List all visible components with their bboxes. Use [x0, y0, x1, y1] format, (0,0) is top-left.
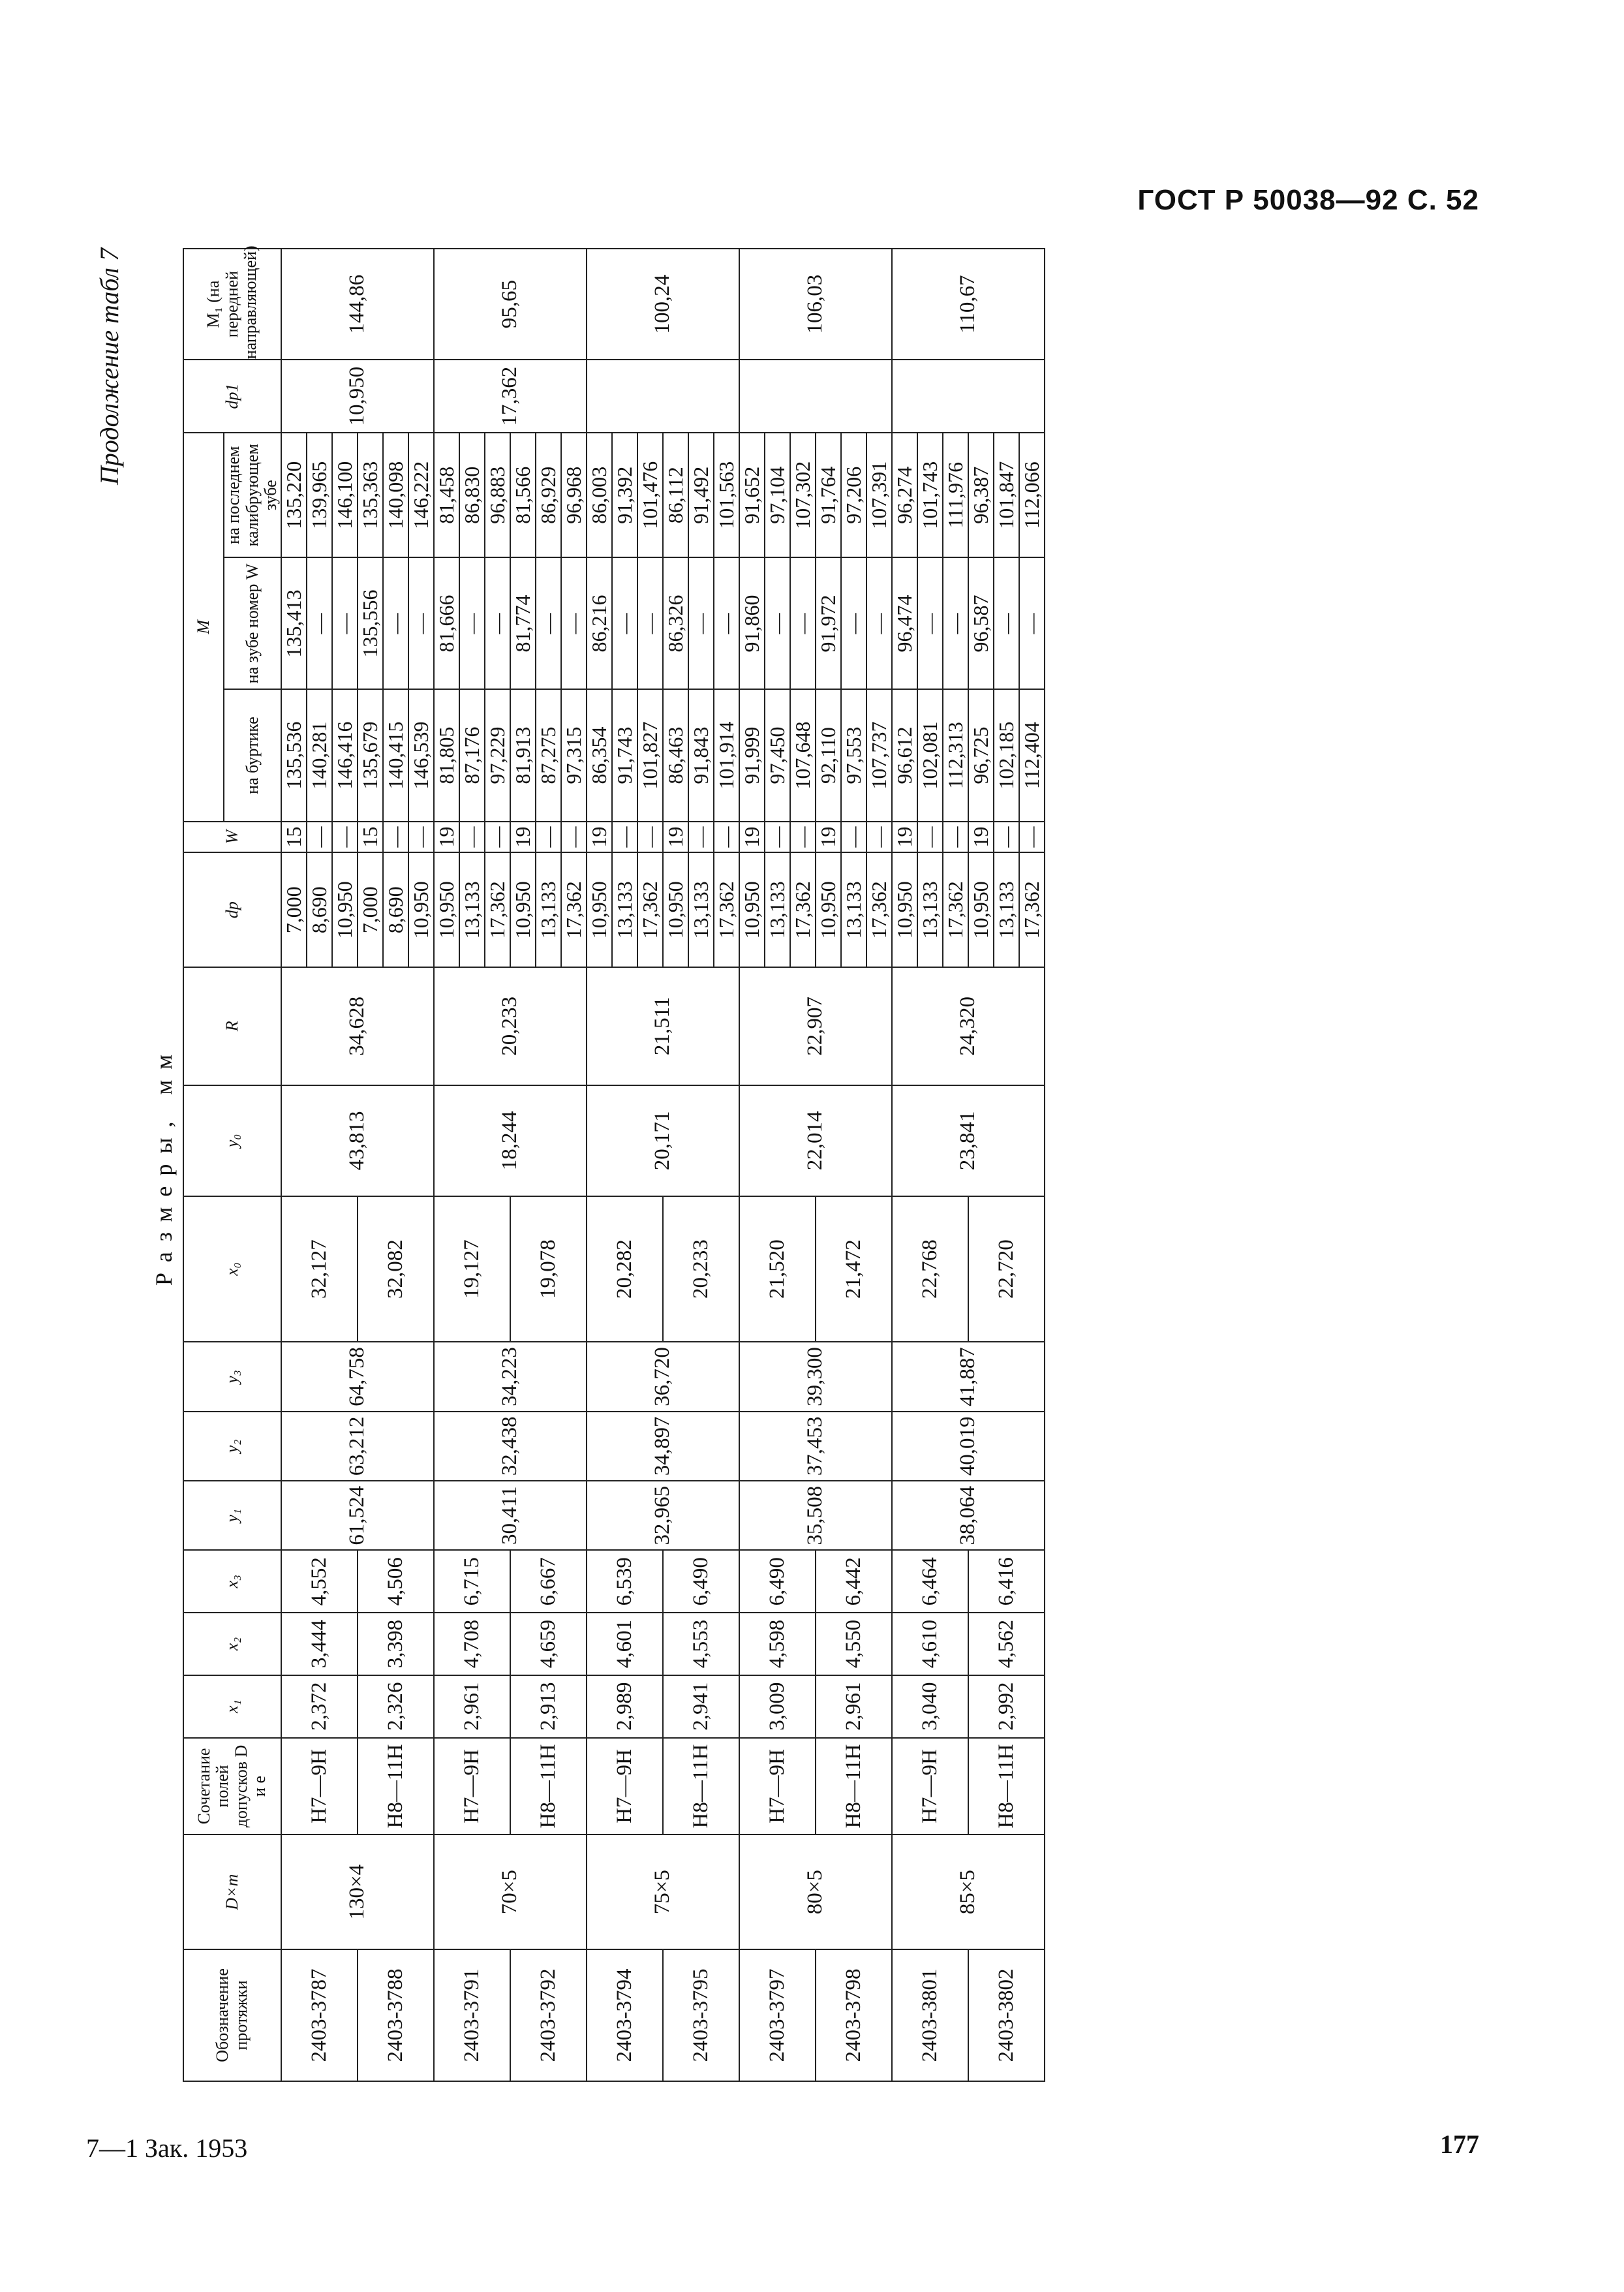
cell-M-bur: 86,354	[587, 690, 612, 822]
cell-R: 34,628	[281, 967, 434, 1085]
cell-M-last: 112,066	[1019, 433, 1045, 557]
cell-W: 19	[587, 822, 612, 853]
cell-x0: 32,127	[281, 1196, 358, 1342]
col-x2: x₂	[183, 1613, 281, 1675]
cell-W: —	[612, 822, 637, 853]
cell-M-bur: 97,450	[765, 690, 790, 822]
cell-M1: 100,24	[587, 249, 739, 360]
cell-M-tooth: —	[485, 557, 510, 689]
col-tolerance: Сочетание полей допусков D и e	[183, 1738, 281, 1835]
col-designation: Обозначение протяжки	[183, 1949, 281, 2081]
cell-R: 20,233	[434, 967, 587, 1085]
cell-dp1	[892, 360, 1045, 433]
cell-M-bur: 102,081	[917, 690, 943, 822]
cell-W: 19	[739, 822, 765, 853]
cell-M-last: 101,743	[917, 433, 943, 557]
cell-W: —	[688, 822, 714, 853]
cell-x0: 21,520	[739, 1196, 816, 1342]
cell-M-tooth: —	[765, 557, 790, 689]
cell-M-last: 97,206	[841, 433, 866, 557]
cell-y1: 35,508	[739, 1481, 892, 1550]
cell-x3: 6,490	[739, 1550, 816, 1613]
cell-M-bur: 135,679	[358, 690, 383, 822]
cell-M-tooth: 86,326	[663, 557, 688, 689]
cell-M-last: 91,392	[612, 433, 637, 557]
col-dp: dp	[183, 852, 281, 967]
cell-x3: 6,539	[587, 1550, 663, 1613]
cell-dp: 13,133	[917, 852, 943, 967]
cell-M-last: 135,363	[358, 433, 383, 557]
cell-M-last: 96,883	[485, 433, 510, 557]
cell-x0: 20,282	[587, 1196, 663, 1342]
cell-M-bur: 81,913	[510, 690, 536, 822]
cell-M-last: 135,220	[281, 433, 307, 557]
table-body	[281, 249, 1045, 2081]
cell-M-last: 91,652	[739, 433, 765, 557]
cell-M-tooth: 91,860	[739, 557, 765, 689]
cell-x1: 2,326	[358, 1675, 434, 1738]
cell-M-last: 139,965	[307, 433, 332, 557]
cell-y3: 64,758	[281, 1342, 434, 1411]
cell-M1: 144,86	[281, 249, 434, 360]
cell-dp: 17,362	[714, 852, 739, 967]
cell-tolerance: H8—11H	[358, 1738, 434, 1835]
cell-dp1: 17,362	[434, 360, 587, 433]
col-y1: y₁	[183, 1481, 281, 1550]
cell-designation: 2403-3802	[968, 1949, 1045, 2081]
cell-designation: 2403-3787	[281, 1949, 358, 2081]
cell-designation: 2403-3797	[739, 1949, 816, 2081]
table-row	[281, 249, 307, 2081]
cell-W: —	[383, 822, 408, 853]
cell-M-bur: 91,743	[612, 690, 637, 822]
cell-W: —	[841, 822, 866, 853]
col-dxm: D×m	[183, 1835, 281, 1949]
col-x1: x₁	[183, 1675, 281, 1738]
cell-x1: 3,009	[739, 1675, 816, 1738]
cell-y2: 63,212	[281, 1412, 434, 1481]
cell-dp: 13,133	[994, 852, 1019, 967]
cell-M-bur: 140,281	[307, 690, 332, 822]
cell-M-tooth: 96,587	[968, 557, 994, 689]
cell-W: —	[485, 822, 510, 853]
cell-dp: 17,362	[790, 852, 816, 967]
cell-dp1	[587, 360, 739, 433]
cell-dp: 17,362	[637, 852, 663, 967]
cell-dp1: 10,950	[281, 360, 434, 433]
cell-x0: 32,082	[358, 1196, 434, 1342]
cell-W: —	[332, 822, 358, 853]
cell-x1: 2,992	[968, 1675, 1045, 1738]
cell-M-last: 91,492	[688, 433, 714, 557]
cell-M-bur: 107,737	[866, 690, 892, 822]
cell-W: 19	[892, 822, 917, 853]
cell-M-bur: 86,463	[663, 690, 688, 822]
col-y0: y₀	[183, 1085, 281, 1196]
cell-designation: 2403-3791	[434, 1949, 510, 2081]
cell-M-last: 97,104	[765, 433, 790, 557]
cell-dp: 13,133	[841, 852, 866, 967]
cell-M-bur: 96,612	[892, 690, 917, 822]
cell-dp: 7,000	[281, 852, 307, 967]
cell-dp: 13,133	[765, 852, 790, 967]
cell-tolerance: H7—9H	[892, 1738, 968, 1835]
table-block	[95, 245, 1416, 2082]
cell-tolerance: H8—11H	[663, 1738, 739, 1835]
cell-dp: 10,950	[587, 852, 612, 967]
cell-M-last: 81,566	[510, 433, 536, 557]
cell-x1: 2,961	[434, 1675, 510, 1738]
cell-M-bur: 101,914	[714, 690, 739, 822]
cell-M-tooth: —	[459, 557, 485, 689]
cell-tolerance: H7—9H	[587, 1738, 663, 1835]
col-y3: y₃	[183, 1342, 281, 1411]
cell-W: —	[459, 822, 485, 853]
cell-M-tooth: —	[688, 557, 714, 689]
cell-W: 19	[510, 822, 536, 853]
cell-W: —	[917, 822, 943, 853]
cell-M-last: 146,100	[332, 433, 358, 557]
cell-M-bur: 87,275	[536, 690, 561, 822]
cell-M1: 106,03	[739, 249, 892, 360]
col-M-bur: на буртике	[224, 690, 281, 822]
cell-dp: 13,133	[459, 852, 485, 967]
cell-M-tooth: —	[307, 557, 332, 689]
cell-x2: 4,610	[892, 1613, 968, 1675]
cell-M-tooth: 135,413	[281, 557, 307, 689]
cell-dp: 10,950	[892, 852, 917, 967]
cell-dp: 13,133	[536, 852, 561, 967]
cell-y3: 41,887	[892, 1342, 1045, 1411]
cell-dp: 17,362	[561, 852, 587, 967]
cell-W: 19	[434, 822, 459, 853]
cell-x1: 2,913	[510, 1675, 587, 1738]
cell-M-bur: 112,313	[943, 690, 968, 822]
cell-W: 15	[281, 822, 307, 853]
cell-R: 21,511	[587, 967, 739, 1085]
cell-dp: 8,690	[307, 852, 332, 967]
cell-M-last: 86,830	[459, 433, 485, 557]
cell-y2: 40,019	[892, 1412, 1045, 1481]
cell-y3: 39,300	[739, 1342, 892, 1411]
cell-dp: 10,950	[332, 852, 358, 967]
cell-M-last: 91,764	[816, 433, 841, 557]
cell-M-bur: 140,415	[383, 690, 408, 822]
cell-dp: 10,950	[510, 852, 536, 967]
table-row	[587, 249, 612, 2081]
page-header: ГОСТ Р 50038—92 С. 52	[1137, 184, 1479, 216]
cell-W: 19	[968, 822, 994, 853]
cell-dxm: 130×4	[281, 1835, 434, 1949]
cell-M-last: 96,968	[561, 433, 587, 557]
cell-dp: 10,950	[663, 852, 688, 967]
cell-M-tooth: —	[943, 557, 968, 689]
cell-M-bur: 97,315	[561, 690, 587, 822]
cell-tolerance: H7—9H	[434, 1738, 510, 1835]
cell-M-tooth: —	[408, 557, 434, 689]
cell-W: —	[790, 822, 816, 853]
cell-M-tooth: —	[536, 557, 561, 689]
cell-dp: 13,133	[688, 852, 714, 967]
cell-W: 19	[663, 822, 688, 853]
cell-M-tooth: —	[383, 557, 408, 689]
data-table	[183, 245, 1045, 2082]
cell-M-tooth: —	[332, 557, 358, 689]
cell-W: —	[561, 822, 587, 853]
table-row	[739, 249, 765, 2081]
cell-W: —	[408, 822, 434, 853]
table-row	[892, 249, 917, 2081]
cell-tolerance: H8—11H	[816, 1738, 892, 1835]
cell-M-bur: 135,536	[281, 690, 307, 822]
cell-W: —	[765, 822, 790, 853]
cell-x2: 4,708	[434, 1613, 510, 1675]
cell-y1: 30,411	[434, 1481, 587, 1550]
col-dp1: dp1	[183, 360, 281, 433]
cell-tolerance: H7—9H	[281, 1738, 358, 1835]
cell-M-tooth: —	[637, 557, 663, 689]
col-y2: y₂	[183, 1412, 281, 1481]
cell-M-bur: 146,416	[332, 690, 358, 822]
cell-M-last: 81,458	[434, 433, 459, 557]
cell-designation: 2403-3795	[663, 1949, 739, 2081]
cell-dp: 10,950	[739, 852, 765, 967]
col-W: W	[183, 822, 281, 853]
cell-y1: 38,064	[892, 1481, 1045, 1550]
cell-y2: 32,438	[434, 1412, 587, 1481]
cell-dp: 17,362	[943, 852, 968, 967]
cell-W: —	[536, 822, 561, 853]
cell-M-tooth: 135,556	[358, 557, 383, 689]
cell-M-tooth: —	[790, 557, 816, 689]
cell-y1: 61,524	[281, 1481, 434, 1550]
cell-M-last: 86,003	[587, 433, 612, 557]
cell-x3: 6,416	[968, 1550, 1045, 1613]
cell-M-tooth: 96,474	[892, 557, 917, 689]
cell-dp: 17,362	[866, 852, 892, 967]
cell-M-bur: 146,539	[408, 690, 434, 822]
cell-dp: 13,133	[612, 852, 637, 967]
cell-dp: 10,950	[408, 852, 434, 967]
cell-x0: 22,768	[892, 1196, 968, 1342]
cell-dp: 17,362	[1019, 852, 1045, 967]
cell-dp1	[739, 360, 892, 433]
cell-W: —	[943, 822, 968, 853]
cell-x2: 4,550	[816, 1613, 892, 1675]
cell-dp: 17,362	[485, 852, 510, 967]
cell-x2: 4,601	[587, 1613, 663, 1675]
cell-M-tooth: —	[917, 557, 943, 689]
cell-x3: 6,464	[892, 1550, 968, 1613]
cell-x2: 4,553	[663, 1613, 739, 1675]
cell-M-last: 107,302	[790, 433, 816, 557]
cell-dxm: 75×5	[587, 1835, 739, 1949]
cell-M-last: 107,391	[866, 433, 892, 557]
cell-x2: 3,398	[358, 1613, 434, 1675]
cell-x1: 2,372	[281, 1675, 358, 1738]
cell-y2: 34,897	[587, 1412, 739, 1481]
cell-x2: 4,562	[968, 1613, 1045, 1675]
cell-designation: 2403-3788	[358, 1949, 434, 2081]
cell-x1: 2,941	[663, 1675, 739, 1738]
cell-dp: 10,950	[968, 852, 994, 967]
cell-M-bur: 96,725	[968, 690, 994, 822]
col-R: R	[183, 967, 281, 1085]
cell-M-tooth: —	[866, 557, 892, 689]
cell-M-tooth: —	[1019, 557, 1045, 689]
cell-M-last: 96,387	[968, 433, 994, 557]
cell-designation: 2403-3792	[510, 1949, 587, 2081]
cell-M-last: 140,098	[383, 433, 408, 557]
col-M1: M₁ (на передней направляющей)	[183, 249, 281, 360]
cell-x3: 4,552	[281, 1550, 358, 1613]
sizes-caption: Размеры, мм	[151, 1044, 177, 1286]
cell-W: —	[714, 822, 739, 853]
cell-M-last: 96,274	[892, 433, 917, 557]
cell-M-last: 86,112	[663, 433, 688, 557]
cell-dxm: 80×5	[739, 1835, 892, 1949]
cell-M-tooth: —	[841, 557, 866, 689]
cell-y0: 20,171	[587, 1085, 739, 1196]
cell-R: 24,320	[892, 967, 1045, 1085]
col-M-tooth: на зубе номер W	[224, 557, 281, 689]
cell-W: 15	[358, 822, 383, 853]
cell-M-bur: 97,553	[841, 690, 866, 822]
cell-designation: 2403-3794	[587, 1949, 663, 2081]
cell-x3: 4,506	[358, 1550, 434, 1613]
cell-dxm: 85×5	[892, 1835, 1045, 1949]
cell-M-last: 101,476	[637, 433, 663, 557]
cell-x0: 21,472	[816, 1196, 892, 1342]
cell-W: —	[307, 822, 332, 853]
col-x3: x₃	[183, 1550, 281, 1613]
col-x0: x₀	[183, 1196, 281, 1342]
cell-x2: 3,444	[281, 1613, 358, 1675]
cell-M-last: 101,847	[994, 433, 1019, 557]
col-M: M	[183, 433, 224, 822]
cell-R: 22,907	[739, 967, 892, 1085]
footer-order: 7—1 Зак. 1953	[86, 2133, 248, 2163]
cell-x0: 22,720	[968, 1196, 1045, 1342]
cell-designation: 2403-3798	[816, 1949, 892, 2081]
cell-x2: 4,598	[739, 1613, 816, 1675]
cell-y0: 18,244	[434, 1085, 587, 1196]
cell-tolerance: H8—11H	[968, 1738, 1045, 1835]
cell-tolerance: H8—11H	[510, 1738, 587, 1835]
cell-M-bur: 81,805	[434, 690, 459, 822]
cell-M-bur: 87,176	[459, 690, 485, 822]
cell-M-bur: 91,999	[739, 690, 765, 822]
cell-M-last: 101,563	[714, 433, 739, 557]
cell-y0: 23,841	[892, 1085, 1045, 1196]
cell-M-tooth: 86,216	[587, 557, 612, 689]
cell-M-tooth: 91,972	[816, 557, 841, 689]
cell-tolerance: H7—9H	[739, 1738, 816, 1835]
cell-y1: 32,965	[587, 1481, 739, 1550]
page-number: 177	[1440, 2129, 1479, 2159]
cell-W: —	[637, 822, 663, 853]
table-row	[434, 249, 459, 2081]
continuation-caption: Продолжение табл 7	[95, 248, 124, 486]
cell-x3: 6,490	[663, 1550, 739, 1613]
cell-dp: 10,950	[816, 852, 841, 967]
col-M-last: на последнем калибрующем зубе	[224, 433, 281, 557]
cell-M-bur: 102,185	[994, 690, 1019, 822]
cell-W: 19	[816, 822, 841, 853]
cell-M-bur: 91,843	[688, 690, 714, 822]
cell-y3: 34,223	[434, 1342, 587, 1411]
cell-dxm: 70×5	[434, 1835, 587, 1949]
cell-M-tooth: 81,774	[510, 557, 536, 689]
cell-W: —	[994, 822, 1019, 853]
cell-dp: 10,950	[434, 852, 459, 967]
cell-x3: 6,667	[510, 1550, 587, 1613]
cell-x1: 3,040	[892, 1675, 968, 1738]
cell-x0: 19,078	[510, 1196, 587, 1342]
cell-x0: 20,233	[663, 1196, 739, 1342]
cell-M-bur: 101,827	[637, 690, 663, 822]
cell-x1: 2,961	[816, 1675, 892, 1738]
cell-M-tooth: —	[561, 557, 587, 689]
cell-x2: 4,659	[510, 1613, 587, 1675]
cell-y2: 37,453	[739, 1412, 892, 1481]
cell-M1: 95,65	[434, 249, 587, 360]
cell-x0: 19,127	[434, 1196, 510, 1342]
cell-M-bur: 97,229	[485, 690, 510, 822]
cell-dp: 7,000	[358, 852, 383, 967]
cell-M-last: 111,976	[943, 433, 968, 557]
cell-W: —	[1019, 822, 1045, 853]
cell-M-bur: 112,404	[1019, 690, 1045, 822]
cell-x1: 2,989	[587, 1675, 663, 1738]
cell-M1: 110,67	[892, 249, 1045, 360]
cell-x3: 6,442	[816, 1550, 892, 1613]
cell-M-tooth: —	[994, 557, 1019, 689]
cell-M-bur: 92,110	[816, 690, 841, 822]
cell-designation: 2403-3801	[892, 1949, 968, 2081]
cell-dp: 8,690	[383, 852, 408, 967]
cell-M-tooth: —	[714, 557, 739, 689]
cell-M-last: 146,222	[408, 433, 434, 557]
cell-W: —	[866, 822, 892, 853]
cell-y3: 36,720	[587, 1342, 739, 1411]
cell-y0: 43,813	[281, 1085, 434, 1196]
cell-x3: 6,715	[434, 1550, 510, 1613]
cell-M-bur: 107,648	[790, 690, 816, 822]
cell-M-tooth: 81,666	[434, 557, 459, 689]
cell-y0: 22,014	[739, 1085, 892, 1196]
cell-M-tooth: —	[612, 557, 637, 689]
cell-M-last: 86,929	[536, 433, 561, 557]
